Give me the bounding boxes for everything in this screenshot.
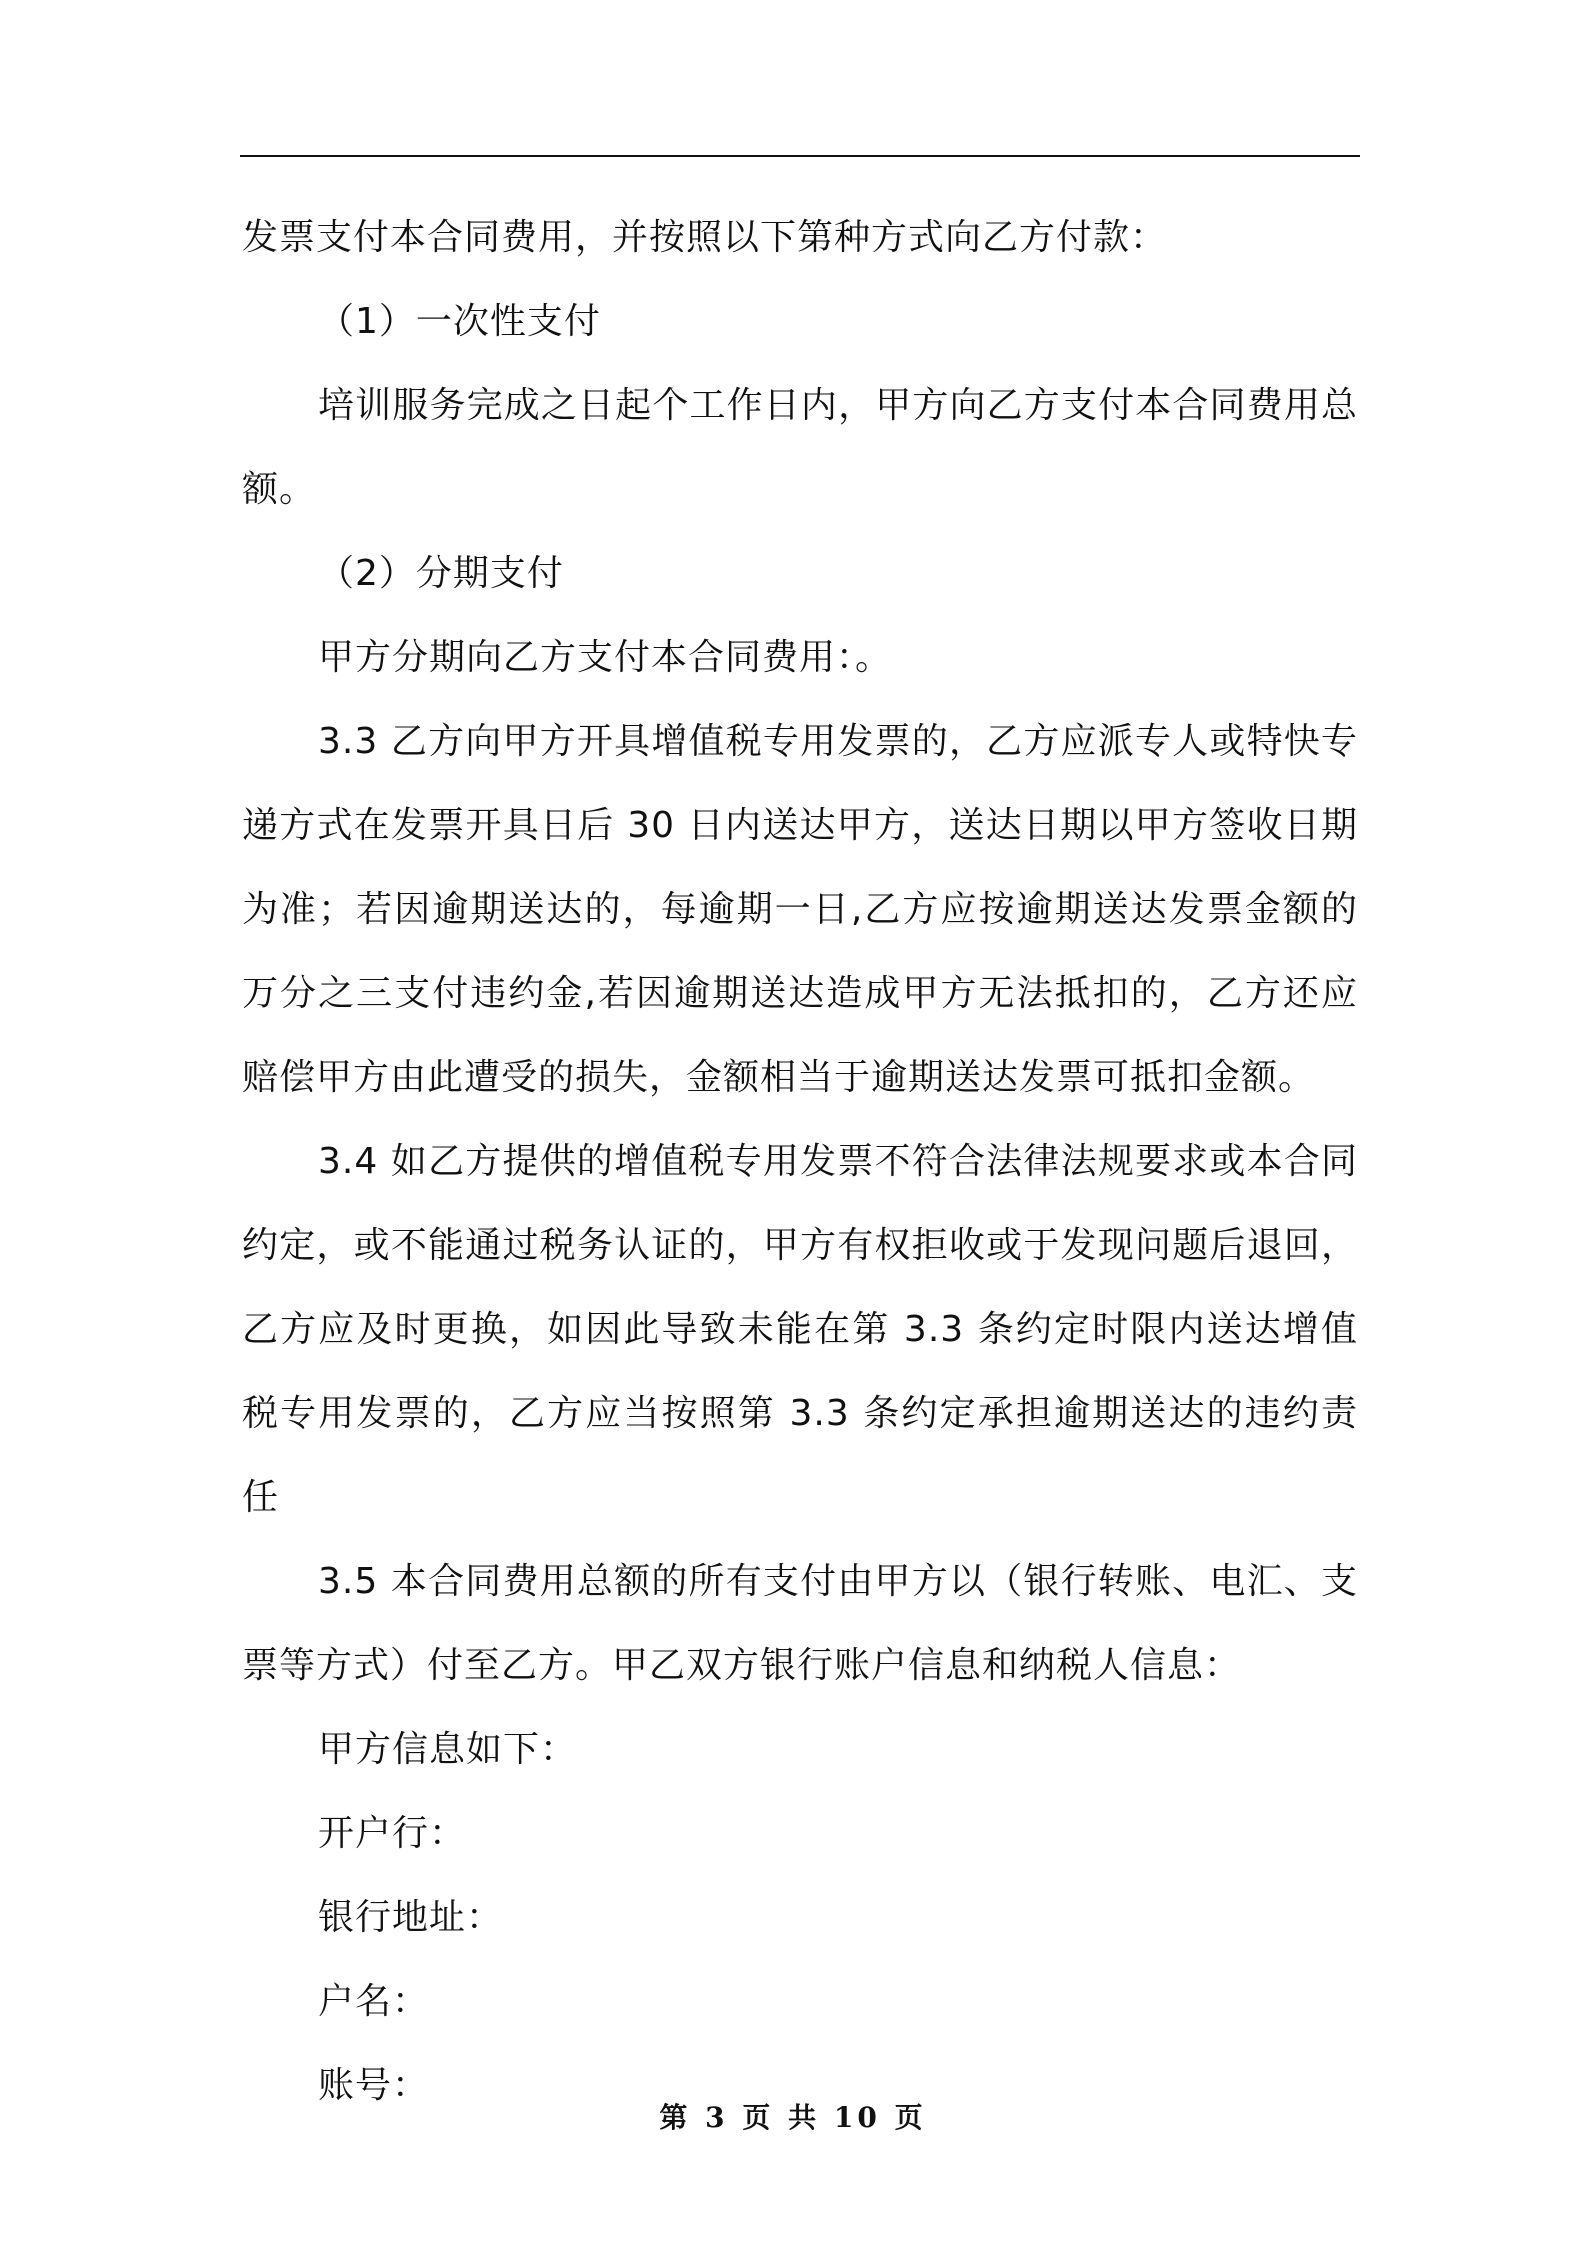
field-bank-label: 开户行： xyxy=(318,1813,467,1854)
paragraph-option-1-heading: （1）一次性支付 xyxy=(318,301,601,342)
clause-3-4: 3.4 如乙方提供的增值税专用发票不符合法律法规要求或本合同约定，或不能通过税务认证的，甲方有权拒收或于发现问题后退回，乙方应及时更换，如因此导致未能在第 3.3 条约定时限内送达增值税专用发票的，乙方应当按照第 3.3 条约定承担逾期送达的违约责任 xyxy=(242,1141,1358,1518)
clause-3-3: 3.3 乙方向甲方开具增值税专用发票的，乙方应派专人或特快专递方式在发票开具日后 30 日内送达甲方，送达日期以甲方签收日期为准；若因逾期送达的，每逾期一日,乙方应按逾期送达发票金额的万分之三支付违约金,若因逾期送达造成甲方无法抵扣的，乙方还应赔偿甲方由此遭受的损失，金额相当于逾期送达发票可抵扣金额。 xyxy=(242,721,1358,1098)
page-number: 第 3 页 共 10 页 xyxy=(659,2101,927,2134)
paragraph-option-1-text: 培训服务完成之日起个工作日内，甲方向乙方支付本合同费用总额。 xyxy=(242,385,1358,510)
clause-3-5: 3.5 本合同费用总额的所有支付由甲方以（银行转账、电汇、支票等方式）付至乙方。甲乙双方银行账户信息和纳税人信息： xyxy=(242,1561,1358,1686)
field-account-name-label: 户名： xyxy=(318,1981,430,2022)
document-body xyxy=(242,196,1358,2128)
field-account-number-label: 账号： xyxy=(318,2065,430,2106)
party-a-info-heading: 甲方信息如下： xyxy=(318,1729,578,1770)
paragraph-option-2-heading: （2）分期支付 xyxy=(318,553,564,594)
paragraph-option-2-text: 甲方分期向乙方支付本合同费用：。 xyxy=(318,637,893,678)
paragraph-continuation: 发票支付本合同费用，并按照以下第种方式向乙方付款： xyxy=(242,217,1168,258)
header-rule xyxy=(240,155,1360,157)
field-bank-address-label: 银行地址： xyxy=(318,1897,504,1938)
page-footer xyxy=(0,2096,1586,2136)
